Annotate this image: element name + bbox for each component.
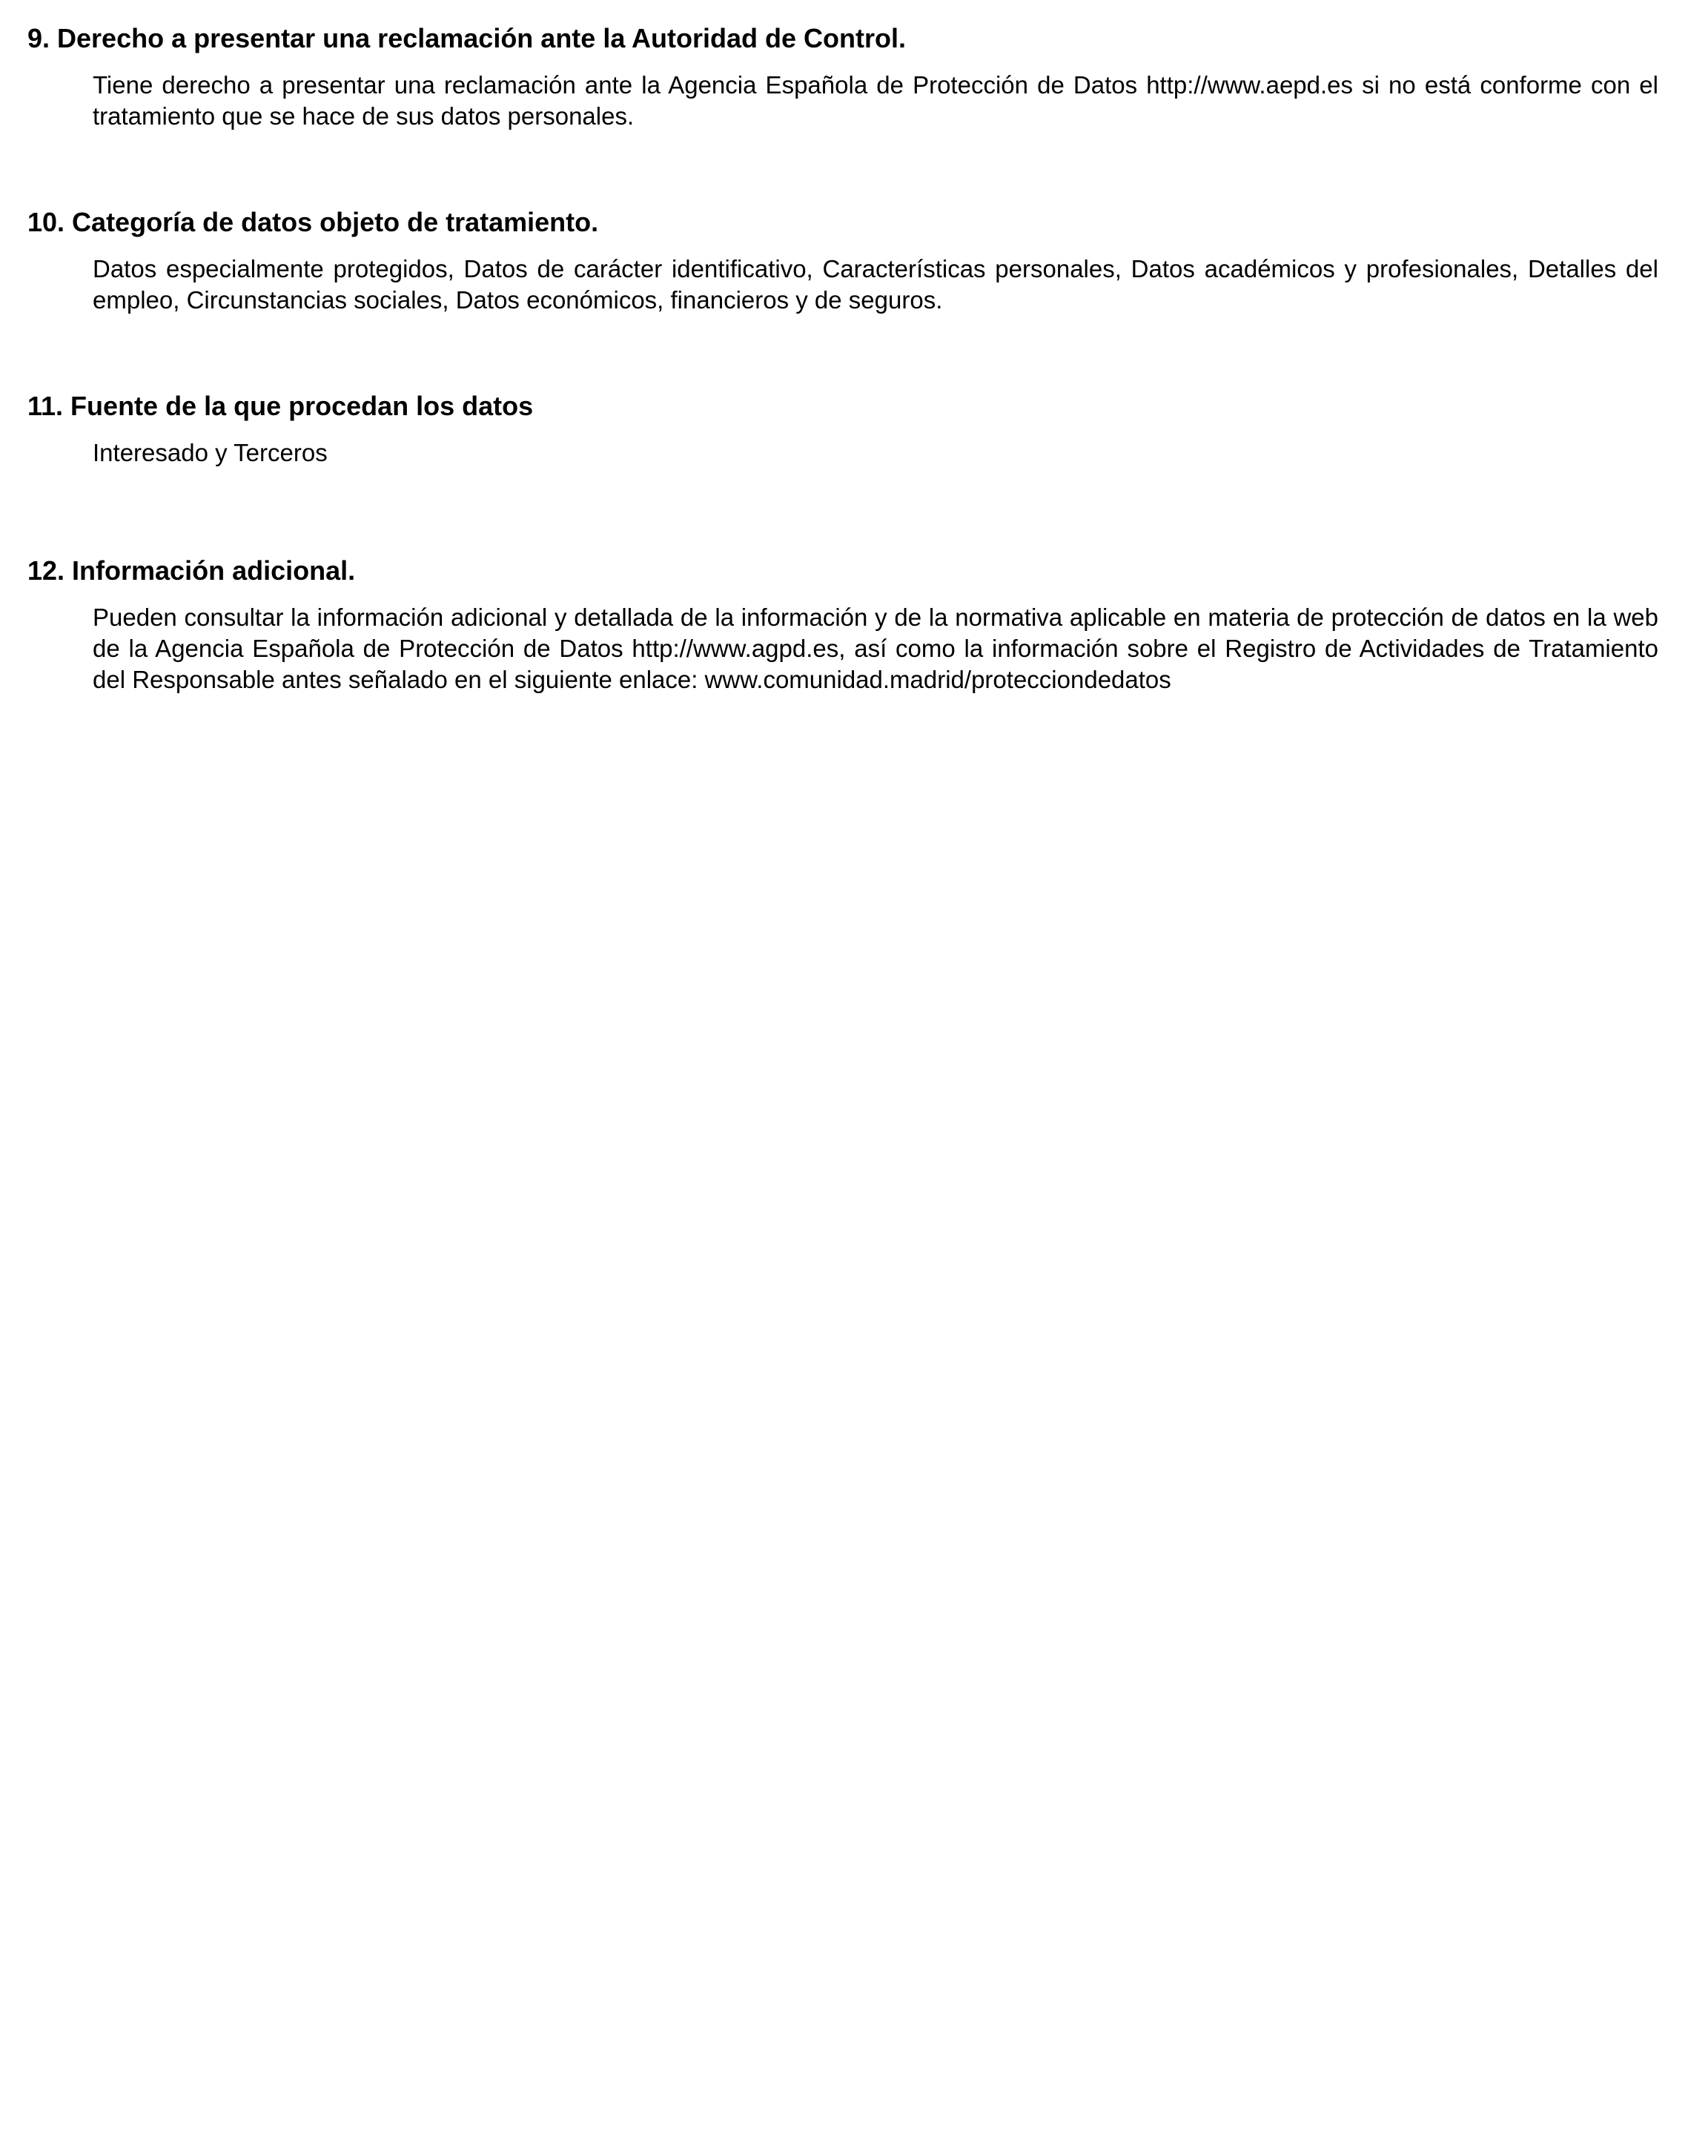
section-paragraph: Tiene derecho a presentar una reclamación ante la Agencia Española de Protección de Datos http://www.aepd.es si no está conforme con el tratamiento que se hace de sus datos personales.	[93, 71, 1658, 130]
section-complaint-right	[27, 22, 1658, 132]
section-heading: 12. Información adicional.	[27, 555, 356, 586]
section-paragraph: Datos especialmente protegidos, Datos de carácter identificativo, Características personales, Datos académicos y profesionales, Detalles del empleo, Circunstancias sociales, Datos económicos, financieros y de seguros.	[93, 255, 1658, 314]
section-heading: 9. Derecho a presentar una reclamación ante la Autoridad de Control.	[27, 23, 906, 53]
section-paragraph: Pueden consultar la información adicional y detallada de la información y de la normativa aplicable en materia de protección de datos en la web de la Agencia Española de Protección de Datos http://www.agpd.es, así como la información sobre el Registro de Actividades de Tratamiento del Responsable antes señalado en el siguiente enlace: www.comunidad.madrid/protecciondedatos	[93, 604, 1658, 693]
section-additional-info	[27, 555, 1658, 695]
section-heading: 11. Fuente de la que procedan los datos	[27, 391, 534, 421]
section-data-categories	[27, 206, 1658, 316]
section-data-source	[27, 390, 1658, 469]
section-paragraph: Interesado y Terceros	[93, 439, 328, 466]
section-heading: 10. Categoría de datos objeto de tratamiento.	[27, 207, 599, 237]
